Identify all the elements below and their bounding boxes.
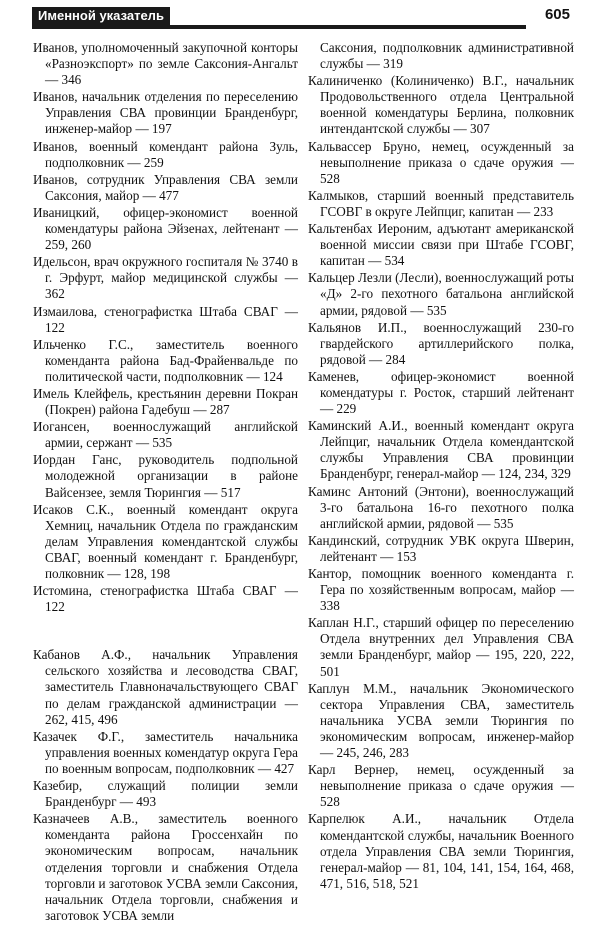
index-entry: Казначеев А.В., заместитель военного коменданта района Гроссенхайн по экономическим вопросам, начальник отделения торговли и снабжения Отдела торговли и заготовок УСВА земли Саксония, начальник Отдела торговли, снабжения и заготовок УСВА земли	[33, 811, 298, 923]
index-entry: Калмыков, старший военный представитель ГСОВГ в округе Лейпциг, капитан — 233	[308, 187, 574, 219]
running-header	[30, 6, 570, 30]
index-entry: Казачек Ф.Г., заместитель начальника управления военных комендатур округа Гера по военным вопросам, подполковник — 427	[33, 728, 298, 776]
right-column	[308, 40, 574, 893]
left-column	[33, 40, 298, 925]
index-entry: Иогансен, военнослужащий английской армии, сержант — 535	[33, 419, 298, 451]
section-title: Именной указатель	[32, 7, 170, 25]
index-entry: Каминс Антоний (Энтони), военнослужащий 3-го батальона 16-го пехотного полка английской армии, рядовой — 535	[308, 483, 574, 531]
index-entry: Иваницкий, офицер-экономист военной комендатуры района Эйзенах, лейтенант — 259, 260	[33, 204, 298, 253]
index-entry: Иванов, военный комендант района Зуль, подполковник — 259	[33, 138, 298, 170]
index-entry: Казебир, служащий полиции земли Бранденбург — 493	[33, 778, 298, 810]
index-entry: Ильченко Г.С., заместитель военного коменданта района Бад-Фрайенвальде по политической части, подполковник — 124	[33, 336, 298, 384]
index-entry: Исаков С.К., военный комендант округа Хемниц, начальник Отдела по гражданским делам Управления комендантской службы СВАГ, военный комендант г. Бранденбург, полковник — 128, 198	[33, 501, 298, 581]
index-entry: Кальянов И.П., военнослужащий 230-го гвардейского артиллерийского полка, рядовой — 284	[308, 319, 574, 367]
letter-gap	[33, 616, 298, 647]
index-entry: Измаилова, стенографистка Штаба СВАГ — 122	[33, 303, 298, 335]
index-entry: Имель Клейфель, крестьянин деревни Покран (Покрен) района Гадебуш — 287	[33, 385, 298, 418]
index-entry: Каменев, офицер-экономист военной комендатуры г. Росток, старший лейтенант — 229	[308, 368, 574, 417]
index-entry: Идельсон, врач окружного госпиталя № 3740 в г. Эрфурт, майор медицинской службы — 362	[33, 254, 298, 302]
index-entry: Калиниченко (Колиниченко) В.Г., начальник Продовольственного отдела Центральной военной комендатуры Берлина, полковник интендантской службы — 307	[308, 73, 574, 137]
index-entry: Каплун М.М., начальник Экономического сектора Управления СВА, заместитель начальника УСВА земли Тюрингия по экономическим вопросам, инженер-майор — 245, 246, 283	[308, 680, 574, 761]
index-entry: Кальцер Лезли (Лесли), военнослужащий роты «Д» 2-го пехотного батальона английской армии, рядовой — 535	[308, 270, 574, 318]
index-entry: Каминский А.И., военный комендант округа Лейпциг, начальник Отдела комендантской службы Управления СВА провинции Бранденбург, генерал-майор — 124, 234, 329	[308, 418, 574, 482]
page-number: 605	[544, 6, 570, 23]
index-entry: Кальвассер Бруно, немец, осужденный за невыполнение приказа о сдаче оружия — 528	[308, 138, 574, 186]
index-entry: Каплан Н.Г., старший офицер по переселению Отдела внутренних дел Управления СВА земли Бранденбург, майор — 195, 220, 222, 501	[308, 615, 574, 679]
index-entry: Иордан Ганс, руководитель подпольной молодежной организации в районе Вайсензее, земля Тюрингия — 517	[33, 452, 298, 500]
header-rule	[32, 25, 526, 29]
index-entry-continued: Саксония, подполковник административной службы — 319	[320, 40, 574, 72]
index-entry: Иванов, уполномоченный закупочной конторы «Разноэкспорт» по земле Саксония-Ангальт — 346	[33, 40, 298, 88]
index-entry: Кальтенбах Иероним, адъютант американской военной миссии связи при Штабе ГСОВГ, капитан — 534	[308, 221, 574, 269]
index-entry: Иванов, сотрудник Управления СВА земли Саксония, майор — 477	[33, 171, 298, 203]
index-entry: Истомина, стенографистка Штаба СВАГ — 122	[33, 583, 298, 615]
index-entry: Карл Вернер, немец, осужденный за невыполнение приказа о сдаче оружия — 528	[308, 762, 574, 810]
index-entry: Карпелюк А.И., начальник Отдела комендантской службы, начальник Военного отдела Управления СВА земли Тюрингия, генерал-майор — 81, 104, 141, 154, 164, 468, 471, 516, 518, 521	[308, 811, 574, 891]
index-entry: Иванов, начальник отделения по переселению Управления СВА провинции Бранденбург, инженер-майор — 197	[33, 89, 298, 137]
index-entry: Кабанов А.Ф., начальник Управления сельского хозяйства и лесоводства СВАГ, заместитель Главноначальствующего СВАГ по делам гражданской администрации — 262, 415, 496	[33, 647, 298, 727]
index-entry: Кантор, помощник военного коменданта г. Гера по хозяйственным вопросам, майор — 338	[308, 566, 574, 614]
index-entry: Кандинский, сотрудник УВК округа Шверин, лейтенант — 153	[308, 532, 574, 564]
